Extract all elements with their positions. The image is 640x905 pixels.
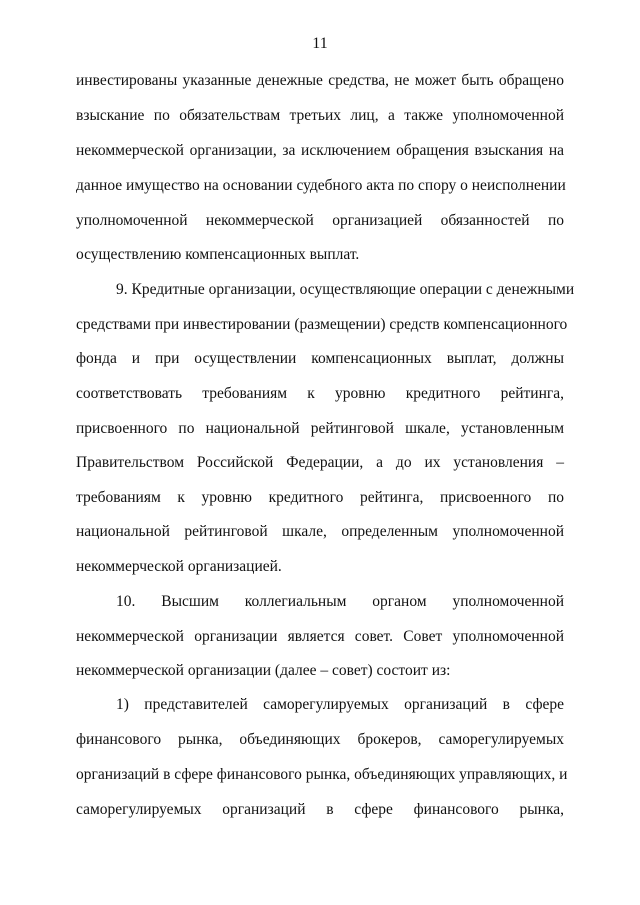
text-line: национальной рейтинговой шкале, определенным уполномоченной: [76, 523, 564, 540]
text-line: требованиям к уровню кредитного рейтинга, присвоенного по: [76, 489, 564, 506]
text-line: некоммерческой организации (далее – совет) состоит из:: [76, 662, 451, 679]
text-line: присвоенного по национальной рейтинговой шкале, установленным: [76, 420, 564, 437]
text-line: 1) представителей саморегулируемых организаций в сфере: [116, 696, 564, 713]
text-line: финансового рынка, объединяющих брокеров, саморегулируемых: [76, 731, 564, 748]
text-line: фонда и при осуществлении компенсационных выплат, должны: [76, 350, 564, 367]
text-line: некоммерческой организации является совет. Совет уполномоченной: [76, 628, 564, 645]
text-line: организаций в сфере финансового рынка, объединяющих управляющих, и: [76, 766, 568, 783]
text-line: соответствовать требованиям к уровню кредитного рейтинга,: [76, 385, 564, 402]
text-line: саморегулируемых организаций в сфере финансового рынка,: [76, 801, 564, 818]
text-line: инвестированы указанные денежные средства, не может быть обращено: [76, 72, 564, 89]
page-number: 11: [312, 35, 328, 52]
text-line: средствами при инвестировании (размещении) средств компенсационного: [76, 316, 568, 333]
text-line: данное имущество на основании судебного акта по спору о неисполнении: [76, 177, 566, 194]
text-line: взыскание по обязательствам третьих лиц, а также уполномоченной: [76, 107, 564, 124]
text-line: осуществлению компенсационных выплат.: [76, 246, 360, 263]
text-line: некоммерческой организацией.: [76, 558, 282, 575]
text-line: 10. Высшим коллегиальным органом уполномоченной: [116, 593, 564, 610]
text-line: уполномоченной некоммерческой организацией обязанностей по: [76, 212, 564, 229]
text-line: некоммерческой организации, за исключением обращения взыскания на: [76, 142, 564, 159]
text-line: Правительством Российской Федерации, а до их установления –: [76, 454, 564, 471]
text-line: 9. Кредитные организации, осуществляющие операции с денежными: [116, 281, 575, 298]
